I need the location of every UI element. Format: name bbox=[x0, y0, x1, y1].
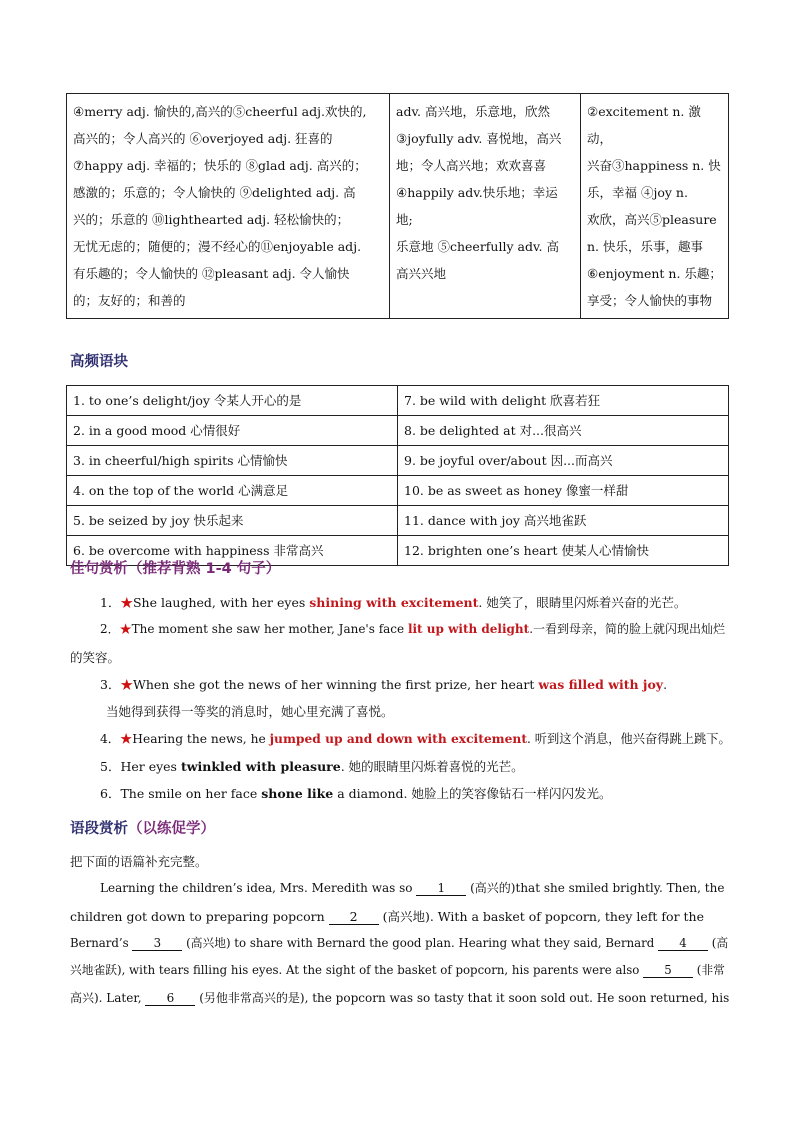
table-row bbox=[67, 476, 729, 506]
sentence-number: 3． bbox=[100, 677, 121, 692]
sentence-text: The smile on her face bbox=[120, 786, 262, 801]
sentence-2-cont: 的笑容。 bbox=[70, 650, 121, 665]
vocab-col-adjectives bbox=[67, 94, 390, 319]
vocab-line: ④merry adj. 愉快的,高兴的⑤cheerful adj.欢快的, bbox=[73, 104, 367, 119]
sentence-number: 6． bbox=[100, 786, 121, 801]
star-icon: ★ bbox=[119, 622, 132, 636]
sentence-highlight: shining with excitement bbox=[309, 595, 479, 610]
chunk-cell: 10. be as sweet as honey 像蜜一样甜 bbox=[398, 476, 729, 506]
sentence-text: When she got the news of her winning the first prize, her heart bbox=[132, 677, 539, 692]
vocab-line: 兴奋③happiness n. 快 bbox=[587, 158, 721, 173]
sentence-text: . 她的眼睛里闪烁着喜悦的光芒。 bbox=[340, 759, 524, 774]
passage-text: Learning the children’s idea, Mrs. Meredith was so bbox=[100, 881, 417, 895]
passage-heading-title: 语段赏析 bbox=[70, 821, 128, 837]
vocab-col-nouns bbox=[581, 94, 729, 319]
sentence-1 bbox=[100, 593, 724, 611]
sentence-text: . 她笑了，眼睛里闪烁着兴奋的光芒。 bbox=[478, 595, 687, 610]
passage-line bbox=[70, 989, 730, 1006]
passage-line bbox=[70, 961, 724, 978]
blank-1[interactable]: 1 bbox=[416, 881, 466, 896]
vocab-line: 高兴的；令人高兴的 ⑥overjoyed adj. 狂喜的 bbox=[73, 131, 333, 146]
vocab-line: 享受；令人愉快的事物 bbox=[587, 293, 713, 308]
passage-text: (另他非常高兴的是), the popcorn was so tasty that it soon sold out. He soon returned, his bbox=[195, 991, 730, 1005]
chunk-cell: 3. in cheerful/high spirits 心情愉快 bbox=[67, 446, 398, 476]
blank-2[interactable]: 2 bbox=[329, 909, 379, 925]
chunk-cell: 8. be delighted at 对...很高兴 bbox=[398, 416, 729, 446]
vocab-line: 无忧无虑的；随便的；漫不经心的⑪enjoyable adj. bbox=[73, 239, 362, 254]
passage-text: (高 bbox=[708, 936, 729, 950]
chunk-cell: 5. be seized by joy 快乐起来 bbox=[67, 506, 398, 536]
sentence-4 bbox=[100, 729, 731, 747]
sentence-highlight: lit up with delight bbox=[407, 622, 530, 636]
passage-heading-note: （以练促学） bbox=[128, 821, 215, 837]
sentence-text: a diamond. 她脸上的笑容像钻石一样闪闪发光。 bbox=[333, 786, 612, 801]
vocab-line: 感激的；乐意的；令人愉快的 ⑨delighted adj. 高 bbox=[73, 185, 356, 200]
passage-line bbox=[70, 934, 729, 951]
table-row bbox=[67, 506, 729, 536]
sentence-text: .一看到母亲，简的脸上就闪现出灿烂 bbox=[529, 622, 726, 636]
sentence-highlight: shone like bbox=[261, 786, 334, 801]
star-icon: ★ bbox=[120, 677, 133, 692]
sentence-text: . 听到这个消息，他兴奋得跳上跳下。 bbox=[527, 732, 731, 746]
sentence-3 bbox=[100, 675, 724, 693]
chunk-cell: 12. brighten one’s heart 使某人心情愉快 bbox=[398, 536, 729, 566]
passage-text: Bernard’s bbox=[70, 936, 133, 950]
sentence-number: 5． bbox=[100, 759, 121, 774]
star-icon: ★ bbox=[120, 732, 133, 746]
chunk-cell: 11. dance with joy 高兴地雀跃 bbox=[398, 506, 729, 536]
vocab-line: 地；令人高兴地；欢欢喜喜 bbox=[396, 158, 547, 173]
vocab-line: 兴的；乐意的 ⑩lighthearted adj. 轻松愉快的； bbox=[73, 212, 350, 227]
vocab-line: ②excitement n. 激动， bbox=[587, 104, 701, 146]
vocab-line: 乐意地 ⑤cheerfully adv. 高 bbox=[396, 239, 559, 254]
blank-4[interactable]: 4 bbox=[658, 936, 708, 951]
sentence-2 bbox=[100, 620, 724, 637]
sentence-highlight: was filled with joy bbox=[538, 677, 664, 692]
sentence-text: She laughed, with her eyes bbox=[132, 595, 310, 610]
vocab-line: 的；友好的；和善的 bbox=[73, 293, 186, 308]
vocab-line: n. 快乐，乐事，趣事 bbox=[587, 239, 703, 254]
sentence-number: 2． bbox=[100, 622, 120, 636]
table-row bbox=[67, 416, 729, 446]
passage-line bbox=[100, 879, 724, 896]
passage-text: 兴地雀跃), with tears filling his eyes. At the sight of the basket of popcorn, his parents were also bbox=[70, 963, 644, 977]
vocab-line: 高兴兴地 bbox=[396, 266, 447, 281]
chunk-cell: 9. be joyful over/about 因...而高兴 bbox=[398, 446, 729, 476]
blank-3[interactable]: 3 bbox=[132, 936, 182, 951]
passage-text: (高兴地). With a basket of popcorn, they left for the bbox=[378, 909, 704, 924]
vocab-line: adv. 高兴地，乐意地，欣然 bbox=[396, 104, 550, 119]
passage-text: 高兴). Later, bbox=[70, 991, 146, 1005]
passage-heading bbox=[70, 817, 215, 838]
vocab-line: ⑥enjoyment n. 乐趣； bbox=[587, 266, 722, 281]
sentence-6 bbox=[100, 784, 724, 802]
vocab-line: 有乐趣的；令人愉快的 ⑫pleasant adj. 令人愉快 bbox=[73, 266, 350, 281]
sentences-heading: 佳句赏析（推荐背熟 1-4 句子） bbox=[70, 561, 281, 577]
chunk-cell: 2. in a good mood 心情很好 bbox=[67, 416, 398, 446]
sentence-text: Her eyes bbox=[120, 759, 181, 774]
sentence-text: The moment she saw her mother, Jane's face bbox=[131, 622, 408, 636]
sentence-number: 4． bbox=[100, 732, 121, 746]
passage-text: (非常 bbox=[693, 963, 725, 977]
blank-5[interactable]: 5 bbox=[643, 963, 693, 978]
table-row bbox=[67, 446, 729, 476]
chunk-cell: 1. to one’s delight/joy 令某人开心的是 bbox=[67, 386, 398, 416]
vocab-line: ⑦happy adj. 幸福的；快乐的 ⑧glad adj. 高兴的； bbox=[73, 158, 367, 173]
vocab-table bbox=[66, 93, 729, 319]
sentence-highlight: jumped up and down with excitement bbox=[269, 731, 527, 746]
chunks-heading: 高频语块 bbox=[70, 354, 128, 370]
chunk-cell: 7. be wild with delight 欣喜若狂 bbox=[398, 386, 729, 416]
instruction: 把下面的语篇补充完整。 bbox=[70, 854, 208, 869]
vocab-line: ③joyfully adv. 喜悦地，高兴 bbox=[396, 131, 562, 146]
passage-text: children got down to preparing popcorn bbox=[70, 909, 329, 924]
star-icon: ★ bbox=[120, 595, 133, 610]
vocab-col-adverbs bbox=[390, 94, 581, 319]
table-row bbox=[67, 386, 729, 416]
passage-text: (高兴地) to share with Bernard the good plan. Hearing what they said, Bernard bbox=[182, 936, 659, 950]
vocab-line: 乐，幸福 ④joy n. bbox=[587, 185, 688, 200]
passage-text: (高兴的)that she smiled brightly. Then, the bbox=[466, 881, 725, 895]
sentence-3-translation: 当她得到获得一等奖的消息时，她心里充满了喜悦。 bbox=[106, 704, 394, 719]
chunk-cell: 4. on the top of the world 心满意足 bbox=[67, 476, 398, 506]
sentence-highlight: twinkled with pleasure bbox=[180, 759, 341, 774]
sentence-text: Hearing the news, he bbox=[132, 732, 270, 746]
chunks-table bbox=[66, 385, 729, 566]
sentence-5 bbox=[100, 757, 724, 775]
chunk-cell: 6. be overcome with happiness 非常高兴 bbox=[67, 536, 398, 566]
sentence-text: . bbox=[663, 677, 668, 692]
vocab-line: ④happily adv.快乐地；幸运地; bbox=[396, 185, 558, 227]
vocab-line: 欢欣，高兴⑤pleasure bbox=[587, 212, 717, 227]
passage-line bbox=[70, 907, 724, 925]
sentence-number: 1． bbox=[100, 595, 121, 610]
blank-6[interactable]: 6 bbox=[145, 991, 195, 1006]
